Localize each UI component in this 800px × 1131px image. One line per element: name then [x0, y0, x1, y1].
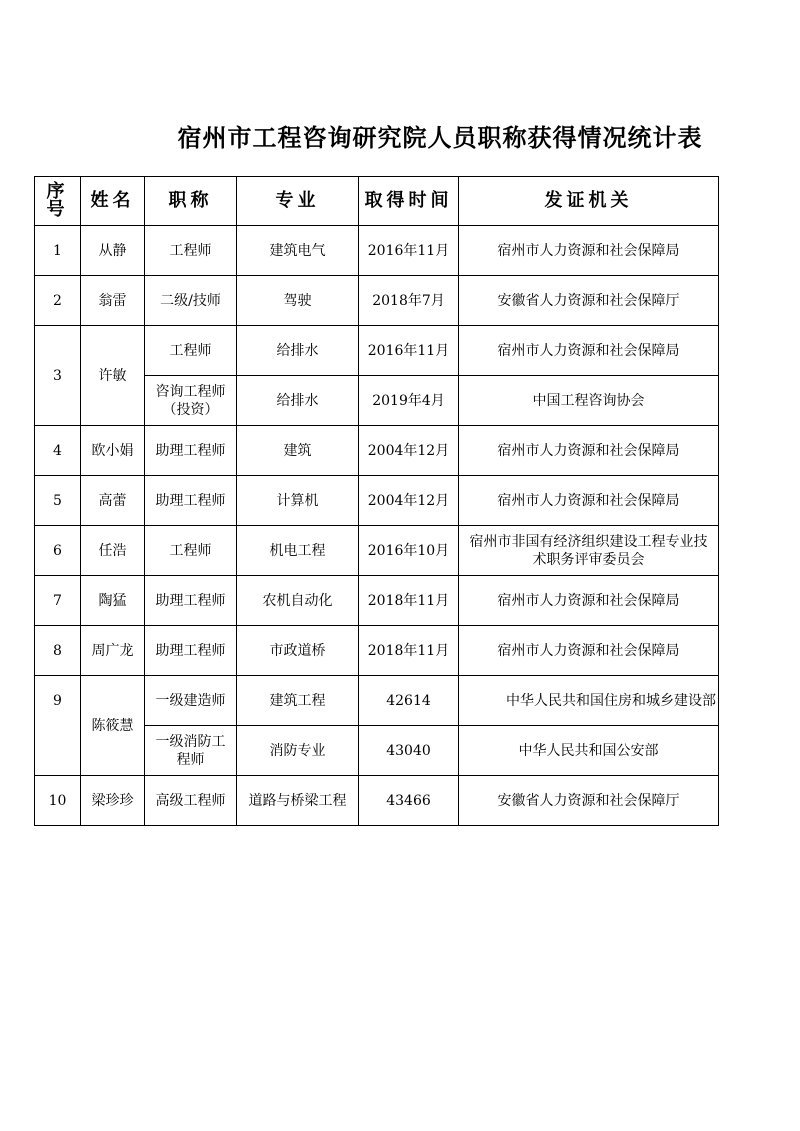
header-major: 专业	[237, 177, 359, 226]
cell-title: 工程师	[145, 226, 237, 276]
cell-no: 7	[35, 576, 81, 626]
cell-name: 许敏	[81, 326, 145, 426]
cell-title: 高级工程师	[145, 776, 237, 826]
cell-date: 42614	[359, 676, 459, 726]
cell-major: 市政道桥	[237, 626, 359, 676]
table-row	[35, 276, 719, 326]
table-row	[35, 476, 719, 526]
table-row	[35, 326, 719, 376]
cell-name: 高蕾	[81, 476, 145, 526]
cell-major: 驾驶	[237, 276, 359, 326]
cell-name: 翁雷	[81, 276, 145, 326]
cell-no: 9	[35, 676, 81, 726]
cell-issuer: 宿州市人力资源和社会保障局	[459, 576, 719, 626]
cell-no: 6	[35, 526, 81, 576]
table-row	[35, 576, 719, 626]
cell-issuer: 宿州市人力资源和社会保障局	[459, 476, 719, 526]
cell-title: 助理工程师	[145, 476, 237, 526]
cell-title: 工程师	[145, 526, 237, 576]
cell-no: 3	[35, 326, 81, 426]
cell-name: 从静	[81, 226, 145, 276]
cell-issuer: 中华人民共和国住房和城乡建设部	[459, 676, 719, 726]
cell-title: 一级建造师	[145, 676, 237, 726]
cell-date: 2018年7月	[359, 276, 459, 326]
cell-major: 计算机	[237, 476, 359, 526]
cell-no: 10	[35, 776, 81, 826]
table-row	[35, 526, 719, 576]
cell-title: 二级/技师	[145, 276, 237, 326]
cell-major: 农机自动化	[237, 576, 359, 626]
cell-date: 2004年12月	[359, 476, 459, 526]
table-row	[35, 776, 719, 826]
cell-issuer: 宿州市人力资源和社会保障局	[459, 626, 719, 676]
table-row	[35, 676, 719, 726]
cell-issuer: 中国工程咨询协会	[459, 376, 719, 426]
cell-date: 2019年4月	[359, 376, 459, 426]
cell-no: 1	[35, 226, 81, 276]
header-title: 职称	[145, 177, 237, 226]
cell-no: 2	[35, 276, 81, 326]
cell-issuer: 中华人民共和国公安部	[459, 726, 719, 776]
cell-issuer: 安徽省人力资源和社会保障厅	[459, 276, 719, 326]
table-row	[35, 626, 719, 676]
page-title: 宿州市工程咨询研究院人员职称获得情况统计表	[177, 123, 703, 152]
cell-name: 周广龙	[81, 626, 145, 676]
cell-date: 2018年11月	[359, 576, 459, 626]
header-row	[35, 177, 719, 226]
cell-title: 一级消防工程师	[145, 726, 237, 776]
cell-title: 咨询工程师（投资）	[145, 376, 237, 426]
cell-issuer: 宿州市人力资源和社会保障局	[459, 426, 719, 476]
cell-issuer: 宿州市人力资源和社会保障局	[459, 226, 719, 276]
cell-major: 机电工程	[237, 526, 359, 576]
cell-no-empty	[35, 726, 81, 776]
cell-major: 建筑	[237, 426, 359, 476]
table-row	[35, 426, 719, 476]
cell-name: 陈筱慧	[81, 676, 145, 776]
cell-title: 工程师	[145, 326, 237, 376]
cell-date: 2004年12月	[359, 426, 459, 476]
cell-major: 消防专业	[237, 726, 359, 776]
cell-date: 2016年11月	[359, 226, 459, 276]
cell-major: 给排水	[237, 326, 359, 376]
cell-major: 道路与桥梁工程	[237, 776, 359, 826]
cell-major: 建筑电气	[237, 226, 359, 276]
header-name: 姓名	[81, 177, 145, 226]
cell-name: 任浩	[81, 526, 145, 576]
cell-title: 助理工程师	[145, 426, 237, 476]
cell-date: 43040	[359, 726, 459, 776]
cell-no: 8	[35, 626, 81, 676]
header-date: 取得时间	[359, 177, 459, 226]
cell-issuer: 安徽省人力资源和社会保障厅	[459, 776, 719, 826]
cell-title: 助理工程师	[145, 626, 237, 676]
statistics-table	[34, 176, 719, 826]
cell-name: 陶猛	[81, 576, 145, 626]
cell-issuer: 宿州市非国有经济组织建设工程专业技术职务评审委员会	[459, 526, 719, 576]
table-row	[35, 226, 719, 276]
cell-major: 给排水	[237, 376, 359, 426]
header-issuer: 发证机关	[459, 177, 719, 226]
header-no: 序号	[35, 177, 81, 226]
cell-name: 欧小娟	[81, 426, 145, 476]
cell-date: 2018年11月	[359, 626, 459, 676]
cell-date: 2016年11月	[359, 326, 459, 376]
cell-date: 2016年10月	[359, 526, 459, 576]
cell-date: 43466	[359, 776, 459, 826]
cell-major: 建筑工程	[237, 676, 359, 726]
cell-no: 4	[35, 426, 81, 476]
cell-title: 助理工程师	[145, 576, 237, 626]
cell-issuer: 宿州市人力资源和社会保障局	[459, 326, 719, 376]
cell-name: 梁珍珍	[81, 776, 145, 826]
cell-no: 5	[35, 476, 81, 526]
